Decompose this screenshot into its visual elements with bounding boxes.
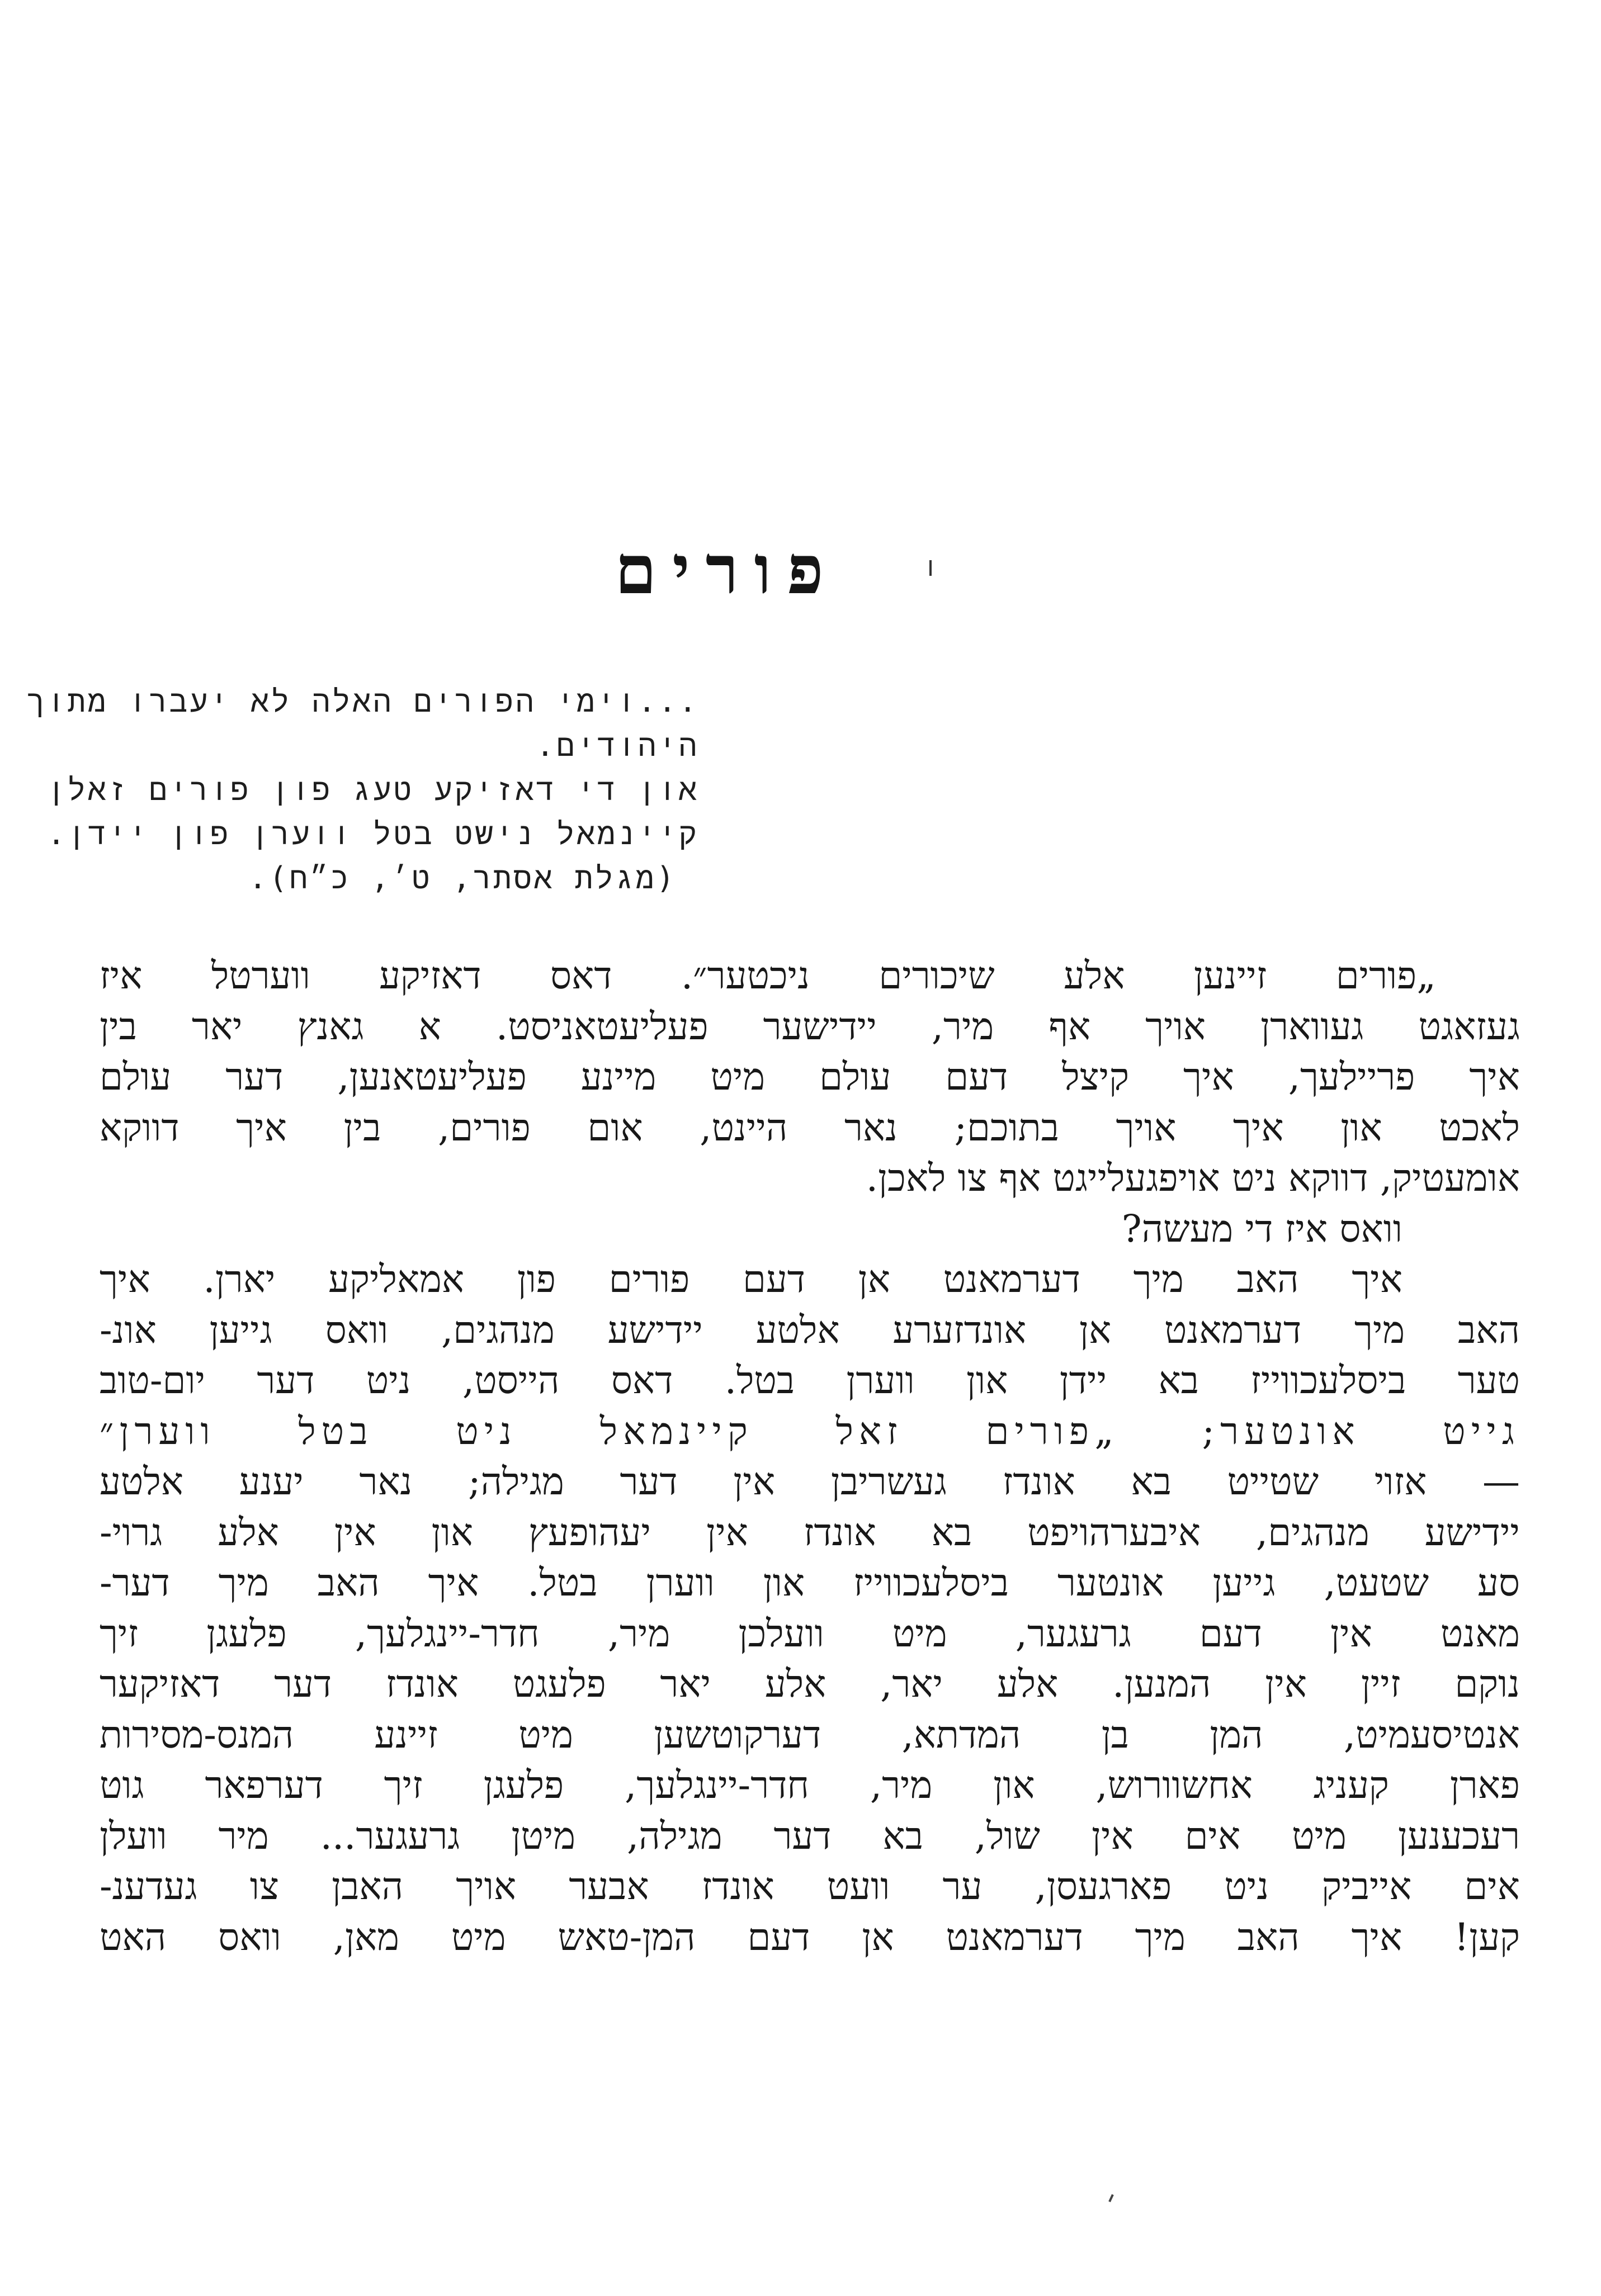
stray-mark [929, 560, 932, 576]
body-line: יידישע מנהגים, איבערהויפט בא אונדז אין יעהופעץ און אין אלע גרוי- [100, 1510, 1520, 1554]
body-text [100, 950, 1520, 1962]
body-line: אים אייביק ניט פארגעסן, ער וועט אונדז אבער אויך האבן צו געדענ- [100, 1864, 1520, 1908]
body-line: רעכענען מיט אים אין שול, בא דער מגילה, מיטן גרעגער... מיר וועלן [100, 1814, 1520, 1858]
epigraph-line: און די דאזיקע טעג פון פורים זאלן [47, 772, 699, 807]
body-line: אנטיסעמיט, המן בן המדתא, דערקוטשען מיט זיינע המנס-מסירות [100, 1712, 1520, 1757]
body-line: פארן קעניג אחשוורוש, און מיר, חדר-יינגלעך, פלעגן זיך דערפאר גוט [100, 1763, 1520, 1807]
body-line: האב מיך דערמאנט אן אונדזערע אלטע יידישע מנהגים, וואס גייען אונ- [100, 1308, 1520, 1352]
body-line: אומעטיק, דווקא ניט אויפגעלייגט אף צו לאכן. [866, 1156, 1520, 1200]
page-title: פורים [615, 531, 839, 609]
epigraph [26, 679, 699, 900]
body-line: — אזוי שטייט בא אונדז געשריבן אין דער מגילה; נאר יענע אלטע [100, 1460, 1520, 1503]
epigraph-line: היהודים. [536, 728, 699, 763]
epigraph-line: (מגלת אסתר, ט׳, כ״ח). [248, 860, 677, 896]
body-line: וואס איז די מעשה? [1121, 1206, 1402, 1251]
epigraph-line: קיינמאל נישט בטל ווערן פון יידן. [47, 816, 699, 851]
body-line: נוקם זיין אין המנען. אלע יאר, אלע יאר פלעגט אונדז דער דאזיקער [100, 1662, 1520, 1706]
body-line: „פורים זיינען אלע שיכורים ניכטער״. דאס דאזיקע ווערטל איז [100, 954, 1436, 997]
body-line: איך האב מיך דערמאנט אן דעם פורים פון אמאליקע יארן. איך [100, 1257, 1402, 1301]
scan-speck [1108, 2194, 1114, 2202]
body-line: סע שטעט, גייען אונטער ביסלעכווייז און ווערן בטל. איך האב מיך דער- [100, 1561, 1520, 1604]
body-line: לאכט און איך אויך בתוכם; נאר היינט, אום פורים, בין איך דווקא [100, 1105, 1520, 1149]
epigraph-line: ...וימי הפורים האלה לא יעברו מתוך [26, 684, 699, 719]
body-line: גייט אונטער; „פורים זאל קיינמאל ניט בטל ווערן״ [100, 1409, 1520, 1453]
body-line: געזאגט געווארן אויך אף מיר, יידישער פעליעטאניסט. א גאנץ יאר בין [100, 1004, 1520, 1048]
body-line: טער ביסלעכווייז בא יידן און ווערן בטל. דאס הייסט, ניט דער יום-טוב [100, 1358, 1520, 1402]
body-line: קען! איך האב מיך דערמאנט אן דעם המן-טאש מיט מאן, וואס האט [100, 1915, 1520, 1959]
body-line: איך פריילעך, איך קיצל דעם עולם מיט מיינע פעליעטאנען, דער עולם [100, 1055, 1520, 1099]
body-line: מאנט אין דעם גרעגער, מיט וועלכן מיר, חדר-יינגלעך, פלעגן זיך [100, 1611, 1520, 1655]
